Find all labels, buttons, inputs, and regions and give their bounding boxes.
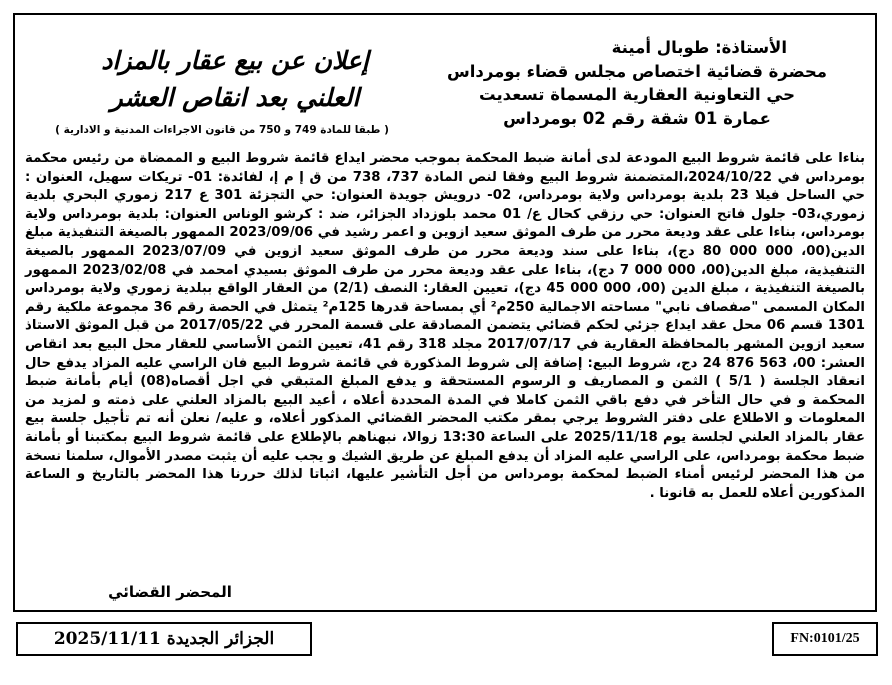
bailiff-address-line-1: حي التعاونية العقارية المسماة تسعديت	[479, 85, 795, 104]
notice-body-text: بناءا على قائمة شروط البيع المودعة لدى أمانة ضبط المحكمة بموجب محضر ايداع قائمة شروط البيع و الممضاة من رئيس محكمة بومرداس في 2024/10/22،المتضمنة شروط البيع وفقا لنص المادة 737، 738 من ق إ م إ، لفائدة: 01- تريكات سهيل، العنوان : حي الساحل فيلا 23 بلدية بومرداس ولاية بومرداس، 02- درويش جويدة العنوان: حي التجزئة 301 ع 217 زموري البحري بلدية زموري،03- جلول فاتح العنوان: حي رزقي كحال ع/ 01 محمد بلوزداد الجزائر، ضد : كرشو الوناس العنوان: بلدية بومرداس ولاية بومرداس، بناءا على عقد وديعة محرر من طرف الموثق سعيد ازوين و اعمر رشيد في 2023/09/06 الممهور بالصيغة التنفيذية مبلغ الدين(00، 000 000 80 دج)، بناءا على سند وديعة محرر من طرف الموثق سعيد ازوين في 2023/07/09 الممهور بالصيغة التنفيذية، مبلغ الدين(00، 000 000 7 دج)، بناءا على عقد وديعة محرر من طرف الموثق بسيدي امحمد في 2023/02/08 الممهور بالصيغة التنفيذية ، مبلغ الدين (00، 000 000 45 دج)، تعيين العقار: النصف (2/1) من العقار الواقع ببلدية زموري ولاية بومرداس المكان المسمى "صفصاف نابي" مساحته الاجمالية 250م² أي بمساحة قدرها 125م² يتمثل في الحصة رقم 36 مجموعة ملكية رقم 1301 قسم 06 محل عقد ايداع جزئي لحكم قضائي يتضمن المصادقة على قسمة المحرر في 2017/05/22 من قبل الموثق الاستاذ سعيد ازوين المشهر بالمحافظة العقارية في 2017/07/17 مجلد 318 رقم 41، تعيين الثمن الأساسي للعقار محل البيع بعد انقاص العشر: 00، 563 876 24 دج، شروط البيع: إضافة إلى شروط المذكورة في قائمة شروط البيع فان الراسي عليه المزاد يدفع حال انعقاد الجلسة ( 5/1 ) الثمن و المصاريف و الرسوم المستحقة و يدفع المبلغ المتبقي في اجل أقصاه(08) أيام بأمانة ضبط المحكمة و في حال التأخر في دفع باقي الثمن كاملا في المدة المحددة أعلاه ، أعيد البيع بالمزاد العلني على ذمته و لمزيد من المعلومات و الاطلاع على دفتر الشروط يرجي بمقر مكتب المحضر القضائي المذكور أعلاه، و عليه/ نعلن أنه تم تأجيل جلسة بيع عقار بالمزاد العلني لجلسة يوم 2025/11/18 على الساعة 13:30 زوالا، نبهناهم بالإطلاع على قائمة شروط البيع بمكتبنا أو بأمانة ضبط محكمة بومرداس، على الراسي عليه المزاد أن يدفع المبلغ عن طريق الشيك و يجب عليه أن يثبت مصدر الأموال، سلمنا نسخة من هذا المحضر لرئيس أمناء الضبط لمحكمة بومرداس من أجل التأشير عليها، اثباتا لذلك حررنا هذا المحضر بالتاريخ و الساعة المذكورين أعلاه للعمل به قانونا .	[25, 151, 866, 501]
newspaper-date-box	[16, 622, 312, 656]
notice-title	[35, 42, 435, 116]
bailiff-name: الأستاذة: طوبال أمينة	[611, 38, 787, 57]
reference-number-box	[772, 622, 878, 656]
notice-title-line-2: العلني بعد انقاص العشر	[110, 83, 360, 112]
legal-reference-note: ( طبقا للمادة 749 و 750 من قانون الاجراءات المدنية و الادارية )	[55, 124, 389, 136]
bailiff-office-block	[417, 36, 857, 130]
signature-label: المحضر القضائي	[108, 583, 232, 601]
notice-title-line-1: إعلان عن بيع عقار بالمزاد	[101, 46, 369, 75]
bailiff-jurisdiction: محضرة قضائية اختصاص مجلس قضاء بومرداس	[447, 61, 827, 81]
newspaper-date: الجزائر الجديدة 2025/11/11	[53, 629, 275, 649]
bailiff-address-line-2: عمارة 01 شقة رقم 02 بومرداس	[503, 108, 771, 128]
reference-number: FN:0101/25	[790, 631, 860, 646]
